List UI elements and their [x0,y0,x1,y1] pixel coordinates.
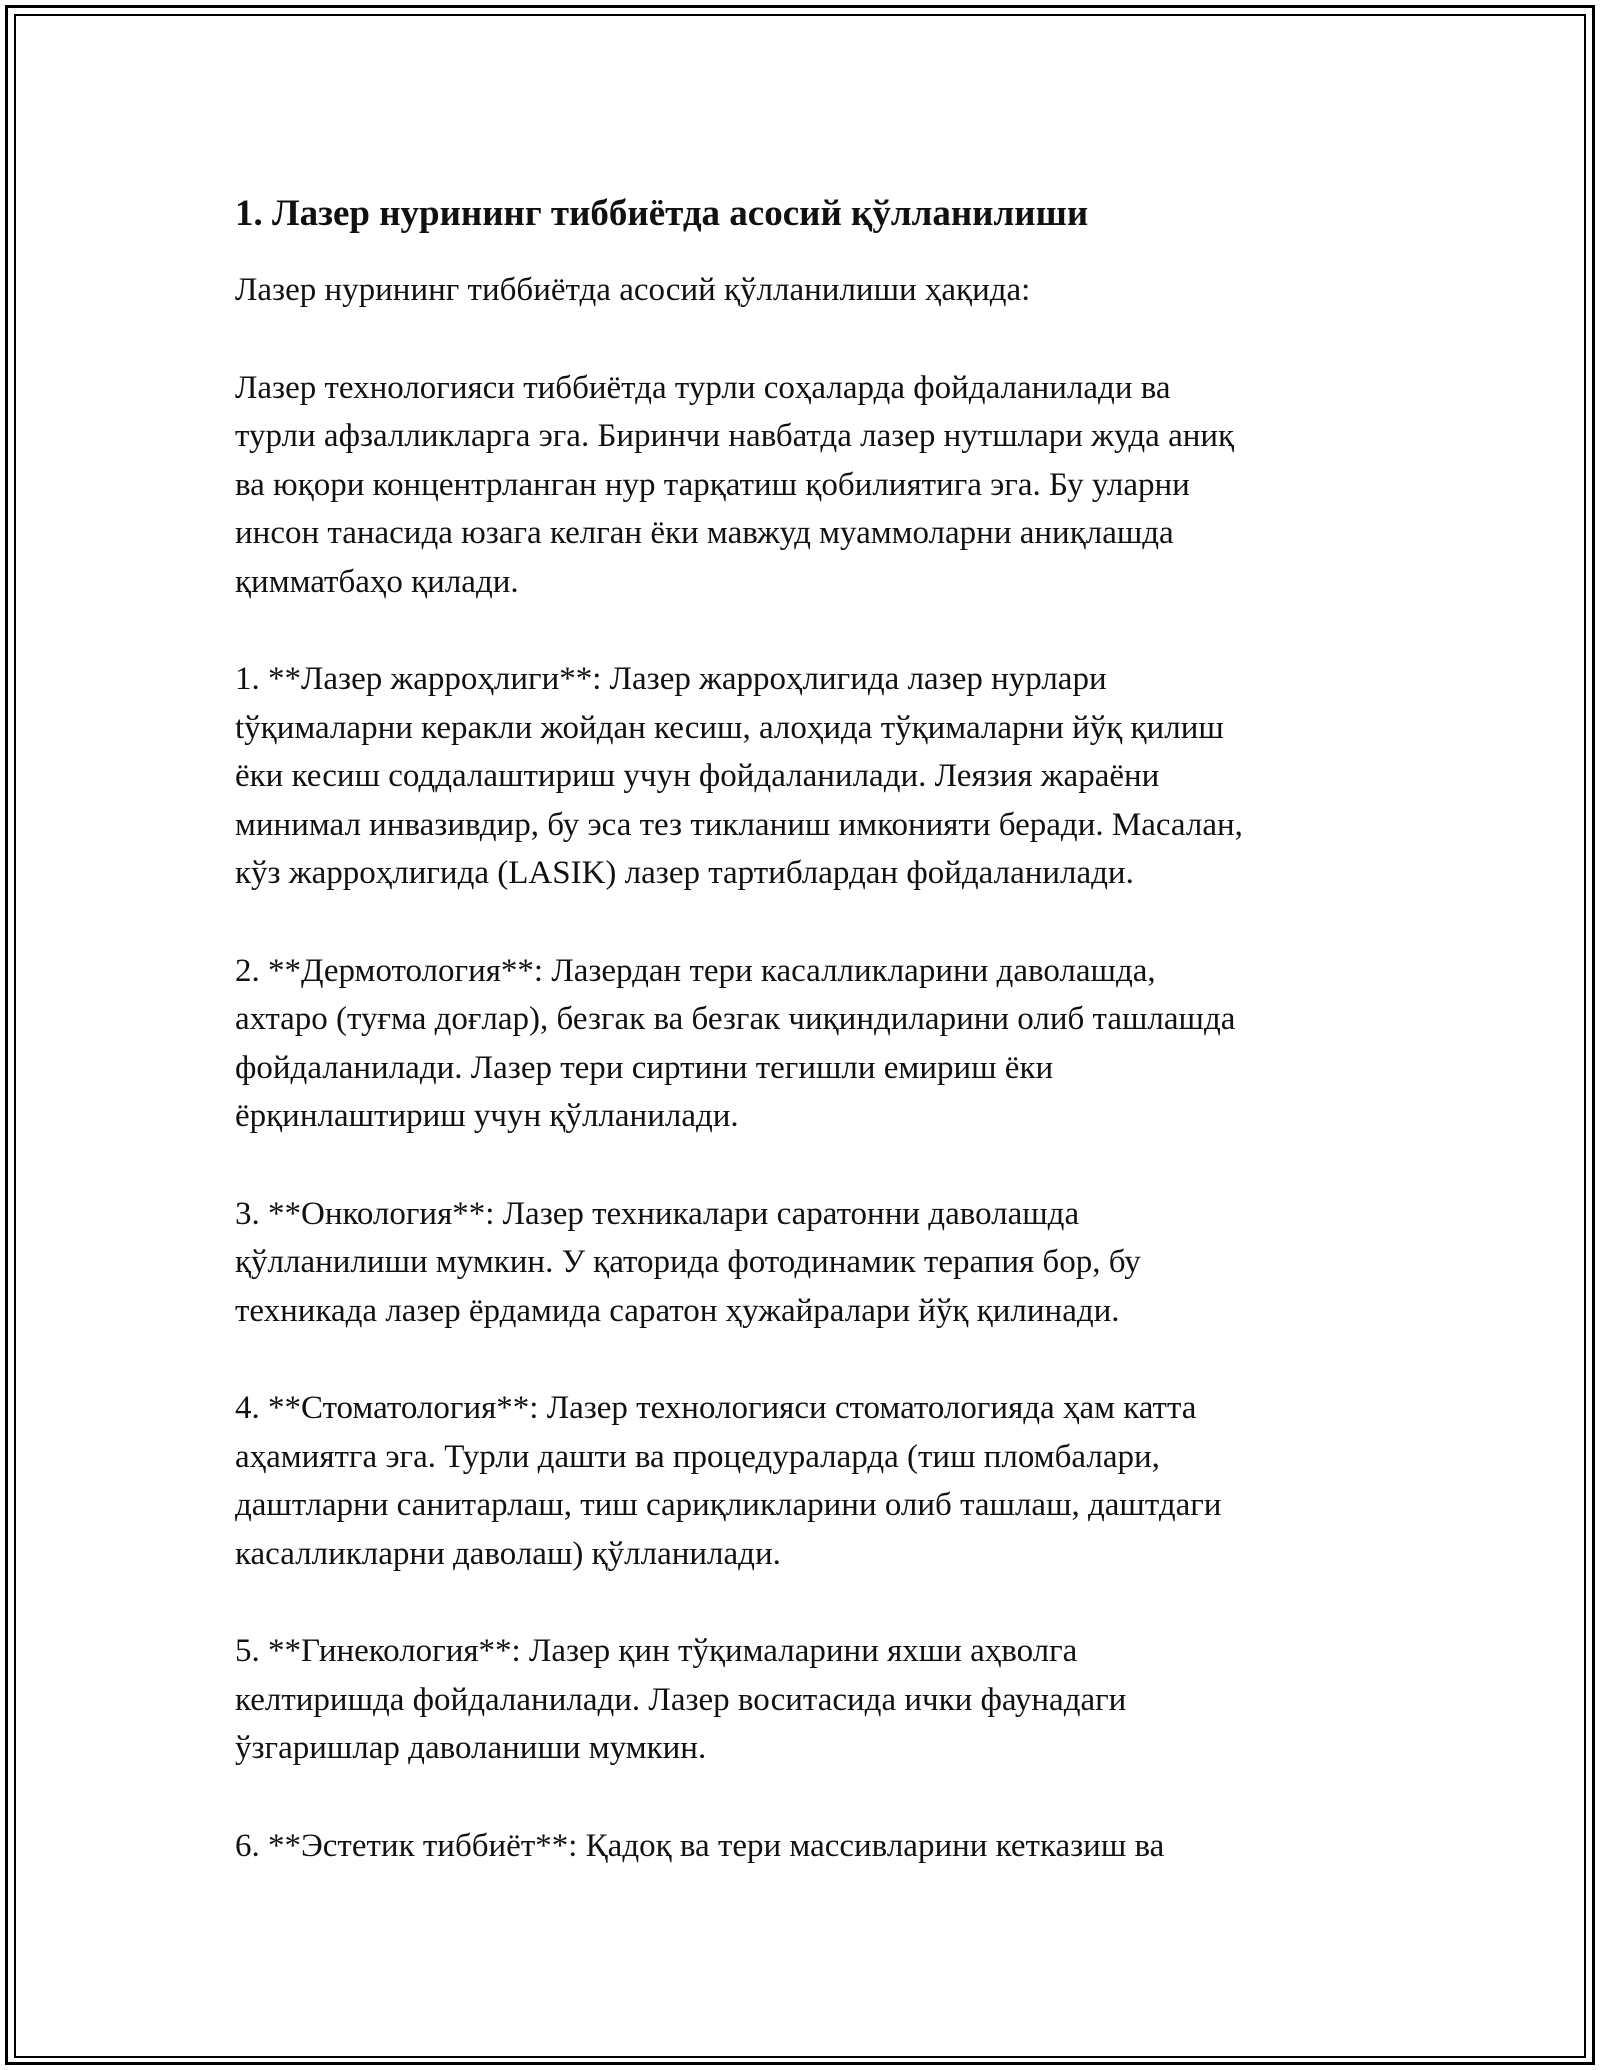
item-laser-surgery: 1. **Лазер жарроҳлиги**: Лазер жарроҳлигида лазер нурлари tўқималарни керакли жойдан кесиш, алоҳида тўқималарни йўқ қилиш ёки кесиш соддалаштириш учун фойдаланилади. Леязия жараёни минимал инвазивдир, бу эса тез тикланиш имконияти беради. Масалан, кўз жарроҳлигида (LASIK) лазер тартиблардан фойдаланилади. [235,661,1243,891]
item-dentistry: 4. **Стоматология**: Лазер технологияси стоматологияда ҳам катта аҳамиятга эга. Турли дашти ва процедураларда (тиш пломбалари, даштларни санитарлаш, тиш сариқликларини олиб ташлаш, даштдаги касалликларни даволаш) қўлланилади. [235,1390,1222,1572]
document-title: 1. Лазер нурининг тиббиётда асосий қўлланилиши [235,193,1089,234]
intro-paragraph: Лазер нурининг тиббиётда асосий қўлланилиши ҳақида: [235,272,1031,308]
item-dermatology: 2. **Дермотология**: Лазердан тери касалликларини даволашда, ахтаро (туғма доғлар), безгак ва безгак чиқиндиларини олиб ташлашда фойдаланилади. Лазер тери сиртини тегишли емириш ёки ёрқинлаштириш учун қўлланилади. [235,952,1236,1134]
item-gynecology: 5. **Гинекология**: Лазер қин тўқималарини яхши аҳволга келтиришда фойдаланилади. Лазер воситасида ички фаунадаги ўзгаришлар даволаниши мумкин. [235,1633,1127,1766]
overview-paragraph: Лазер технологияси тиббиётда турли соҳаларда фойдаланилади ва турли афзалликларга эга. Биринчи навбатда лазер нутшлари жуда аниқ ва юқори концентрланган нур тарқатиш қобилиятига эга. Бу уларни инсон танасида юзага келган ёки мавжуд муаммоларни аниқлашда қимматбаҳо қилади. [235,369,1235,600]
item-oncology: 3. **Онкология**: Лазер техникалари саратонни даволашда қўлланилиши мумкин. У қаторида фотодинамик терапия бор, бу техникада лазер ёрдамида саратон ҳужайралари йўқ қилинади. [235,1195,1141,1329]
document-body [235,186,1385,1919]
item-aesthetic-medicine: 6. **Эстетик тиббиёт**: Қадоқ ва тери массивларини кетказиш ва [235,1827,1165,1864]
